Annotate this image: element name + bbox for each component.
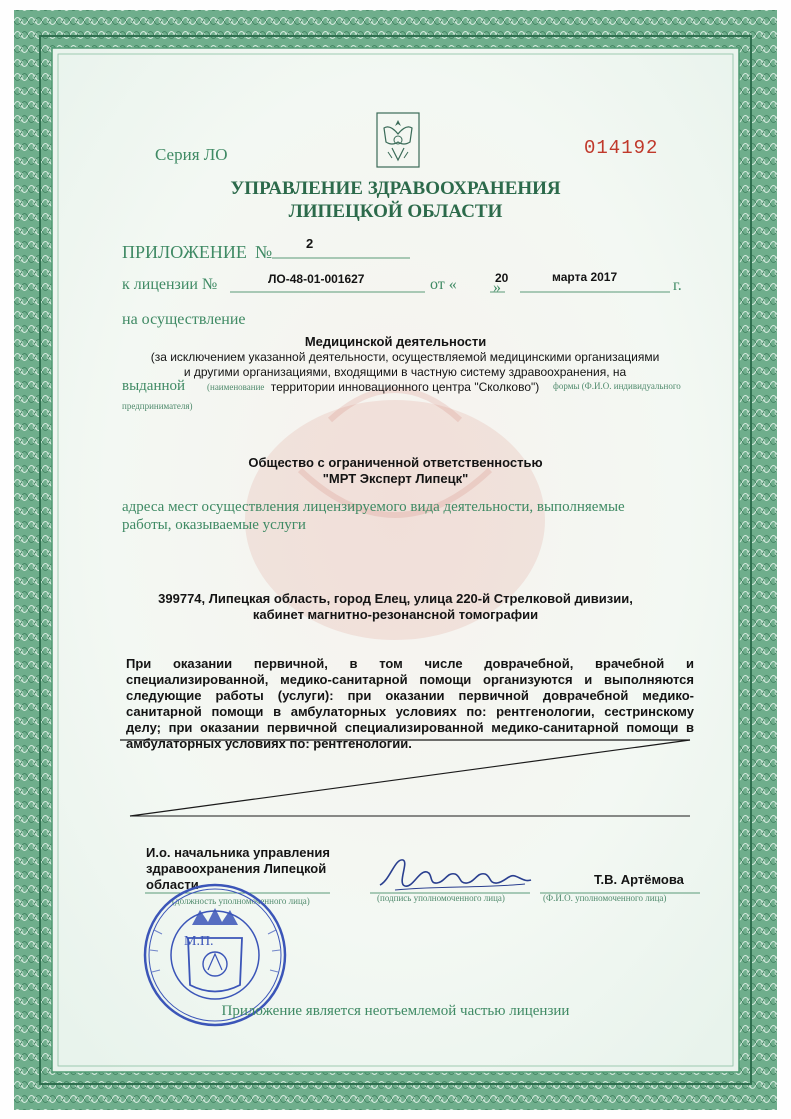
license-date-from: от « (430, 276, 457, 293)
works-line1: При оказании первичной, в том числе доврачебной, врачебной и (126, 656, 694, 671)
license-date-close: » (493, 279, 501, 296)
license-month-year: марта 2017 (552, 270, 618, 284)
activity-name: Медицинской деятельности (304, 334, 487, 349)
appendix-number-sign: № (255, 242, 273, 262)
series-label: Серия ЛО (155, 145, 228, 164)
issued-label: выданной (122, 378, 186, 394)
form-number: 014192 (584, 137, 659, 159)
authority-title-line2: ЛИПЕЦКОЙ ОБЛАСТИ (288, 201, 503, 222)
stamp-mark: М.П. (184, 934, 214, 949)
appendix-label: ПРИЛОЖЕНИЕ (122, 242, 247, 262)
issued-caption-left: (наименование (207, 382, 265, 392)
signature-caption: (подпись уполномоченного лица) (377, 893, 505, 903)
authority-title-line1: УПРАВЛЕНИЕ ЗДРАВООХРАНЕНИЯ (230, 178, 561, 199)
organization-line2: "МРТ Эксперт Липецк" (322, 471, 469, 486)
activity-label: на осуществление (122, 311, 246, 328)
works-line2: специализированной, медико-санитарной помощи организуются и выполняются (126, 672, 694, 687)
activity-exception-line1: (за исключением указанной деятельности, осуществляемой медицинскими организациями (150, 350, 660, 364)
activity-exception-line3: территории инновационного центра "Сколково") (270, 380, 540, 394)
address-line2: кабинет магнитно-резонансной томографии (252, 607, 539, 622)
footer-note: Приложение является неотъемлемой частью лицензии (221, 1003, 570, 1019)
works-line6: амбулаторных условиях по: рентгенологии. (126, 736, 412, 751)
works-line4: санитарной помощи в амбулаторных условиях по: рентгенологии, сестринскому (126, 704, 694, 719)
organization-line1: Общество с ограниченной ответственностью (248, 455, 543, 470)
works-line3: следующие работы (услуги): при оказании первичной доврачебной медико- (126, 688, 694, 703)
position-line2: здравоохранения Липецкой (146, 861, 327, 876)
addresses-label-line2: работы, оказываемые услуги (122, 517, 306, 533)
works-line5: делу; при оказании первичной специализированной медико-санитарной помощи в (126, 720, 694, 735)
position-line1: И.о. начальника управления (146, 845, 330, 860)
handwritten-signature (375, 850, 535, 895)
appendix-number-value: 2 (306, 236, 314, 251)
license-prefix: к лицензии № (122, 276, 218, 293)
issued-caption-right: формы (Ф.И.О. индивидуального (553, 381, 681, 391)
license-day: 20 (495, 271, 509, 285)
name-caption: (Ф.И.О. уполномоченного лица) (543, 893, 667, 903)
issued-caption-line2: предпринимателя) (122, 401, 193, 411)
address-line1: 399774, Липецкая область, город Елец, улица 220-й Стрелковой дивизии, (158, 591, 633, 606)
position-caption: (должность уполномоченного лица) (172, 896, 310, 906)
license-number: ЛО-48-01-001627 (268, 272, 365, 286)
addresses-label-line1: адреса мест осуществления лицензируемого вида деятельности, выполняемые (122, 499, 625, 515)
position-line3: области (146, 877, 199, 892)
coat-of-arms-icon (376, 112, 420, 168)
signatory-name: Т.В. Артёмова (594, 872, 684, 887)
activity-exception-line2: и другими организациями, входящими в частную систему здравоохранения, на (183, 365, 627, 379)
license-year-suffix: г. (673, 277, 682, 294)
